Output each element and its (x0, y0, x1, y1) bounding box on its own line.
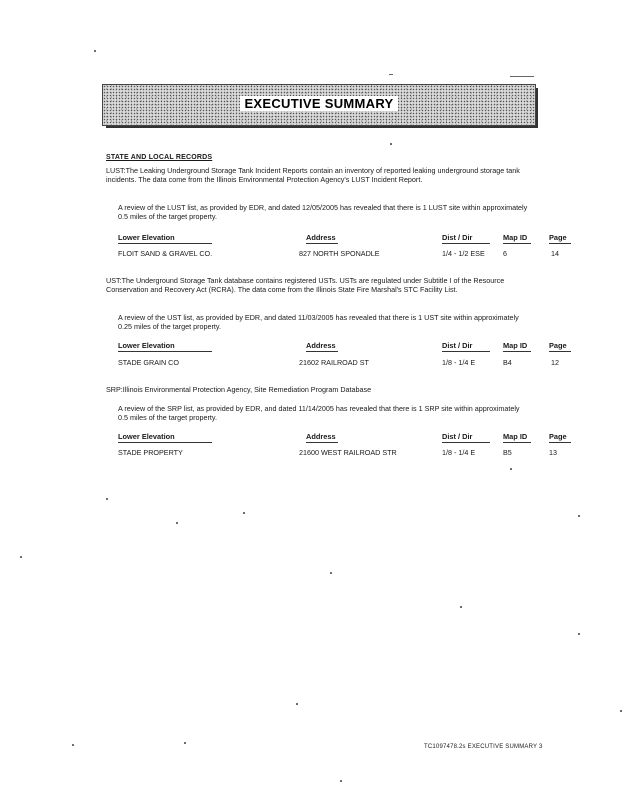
ust-row-address: 21602 RAILROAD ST (299, 358, 369, 367)
ust-col-dist: Dist / Dir (442, 341, 490, 352)
ust-description: UST:The Underground Storage Tank database contains registered USTs. USTs are regulated under Subtitle I of the Resource Conservation and Recovery Act (RCRA). The data come from the Illinois State Fire Marshal's STC Facility List. (106, 276, 505, 295)
srp-col-address: Address (306, 432, 338, 443)
scan-speck (106, 498, 108, 500)
ust-row-page: 12 (551, 358, 559, 367)
lust-review: A review of the LUST list, as provided by EDR, and dated 12/05/2005 has revealed that there is 1 LUST site within approximately 0.5 miles of the target property. (118, 203, 528, 222)
lust-row-address: 827 NORTH SPONADLE (299, 249, 380, 258)
lust-col-elevation: Lower Elevation (118, 233, 212, 244)
lust-row-name: FLOIT SAND & GRAVEL CO. (118, 249, 213, 258)
ust-col-address: Address (306, 341, 338, 352)
ust-row-mapid: B4 (503, 358, 512, 367)
ust-col-elevation: Lower Elevation (118, 341, 212, 352)
srp-description: SRP:Illinois Environmental Protection Agency, Site Remediation Program Database (106, 385, 372, 394)
scan-speck (20, 556, 22, 558)
srp-col-elevation: Lower Elevation (118, 432, 212, 443)
scan-speck (578, 633, 580, 635)
srp-row-address: 21600 WEST RAILROAD STR (299, 448, 397, 457)
scan-speck (578, 515, 580, 517)
srp-row-name: STADE PROPERTY (118, 448, 183, 457)
srp-row-dist: 1/8 - 1/4 E (442, 448, 476, 457)
page-footer: TC1097478.2s EXECUTIVE SUMMARY 3 (424, 744, 543, 750)
lust-description: LUST:The Leaking Underground Storage Tank Incident Reports contain an inventory of reported leaking underground storage tank incidents. The data come from the Illinois Environmental Protection Agency's LUST Incident Report. (106, 166, 520, 185)
lust-col-mapid: Map ID (503, 233, 531, 244)
scan-speck (94, 50, 96, 52)
scan-mark (510, 76, 534, 77)
srp-review: A review of the SRP list, as provided by EDR, and dated 11/14/2005 has revealed that there is 1 SRP site within approximately 0.5 miles of the target property. (118, 404, 520, 423)
scan-mark (389, 74, 393, 75)
lust-row-page: 14 (551, 249, 559, 258)
ust-row-name: STADE GRAIN CO (118, 358, 179, 367)
lust-row-dist: 1/4 - 1/2 ESE (442, 249, 485, 258)
srp-row-page: 13 (549, 448, 557, 457)
lust-col-dist: Dist / Dir (442, 233, 490, 244)
lust-col-address: Address (306, 233, 338, 244)
lust-col-page: Page (549, 233, 571, 244)
section-heading: STATE AND LOCAL RECORDS (106, 154, 213, 161)
page-title-text: EXECUTIVE SUMMARY (240, 96, 397, 111)
scan-speck (390, 143, 392, 145)
scan-speck (340, 780, 342, 782)
scan-speck (184, 742, 186, 744)
scan-speck (243, 512, 245, 514)
scan-speck (296, 703, 298, 705)
ust-col-page: Page (549, 341, 571, 352)
ust-review: A review of the UST list, as provided by EDR, and dated 11/03/2005 has revealed that there is 1 UST site within approximately 0.25 miles of the target property. (118, 313, 519, 332)
scan-speck (72, 744, 74, 746)
lust-row-mapid: 6 (503, 249, 507, 258)
scan-speck (510, 468, 512, 470)
srp-col-page: Page (549, 432, 571, 443)
header-banner (102, 84, 536, 126)
ust-col-mapid: Map ID (503, 341, 531, 352)
srp-col-dist: Dist / Dir (442, 432, 490, 443)
srp-col-mapid: Map ID (503, 432, 531, 443)
scan-speck (460, 606, 462, 608)
scan-speck (176, 522, 178, 524)
ust-row-dist: 1/8 - 1/4 E (442, 358, 476, 367)
scan-speck (620, 710, 622, 712)
page-title (103, 96, 535, 111)
srp-row-mapid: B5 (503, 448, 512, 457)
scan-speck (330, 572, 332, 574)
